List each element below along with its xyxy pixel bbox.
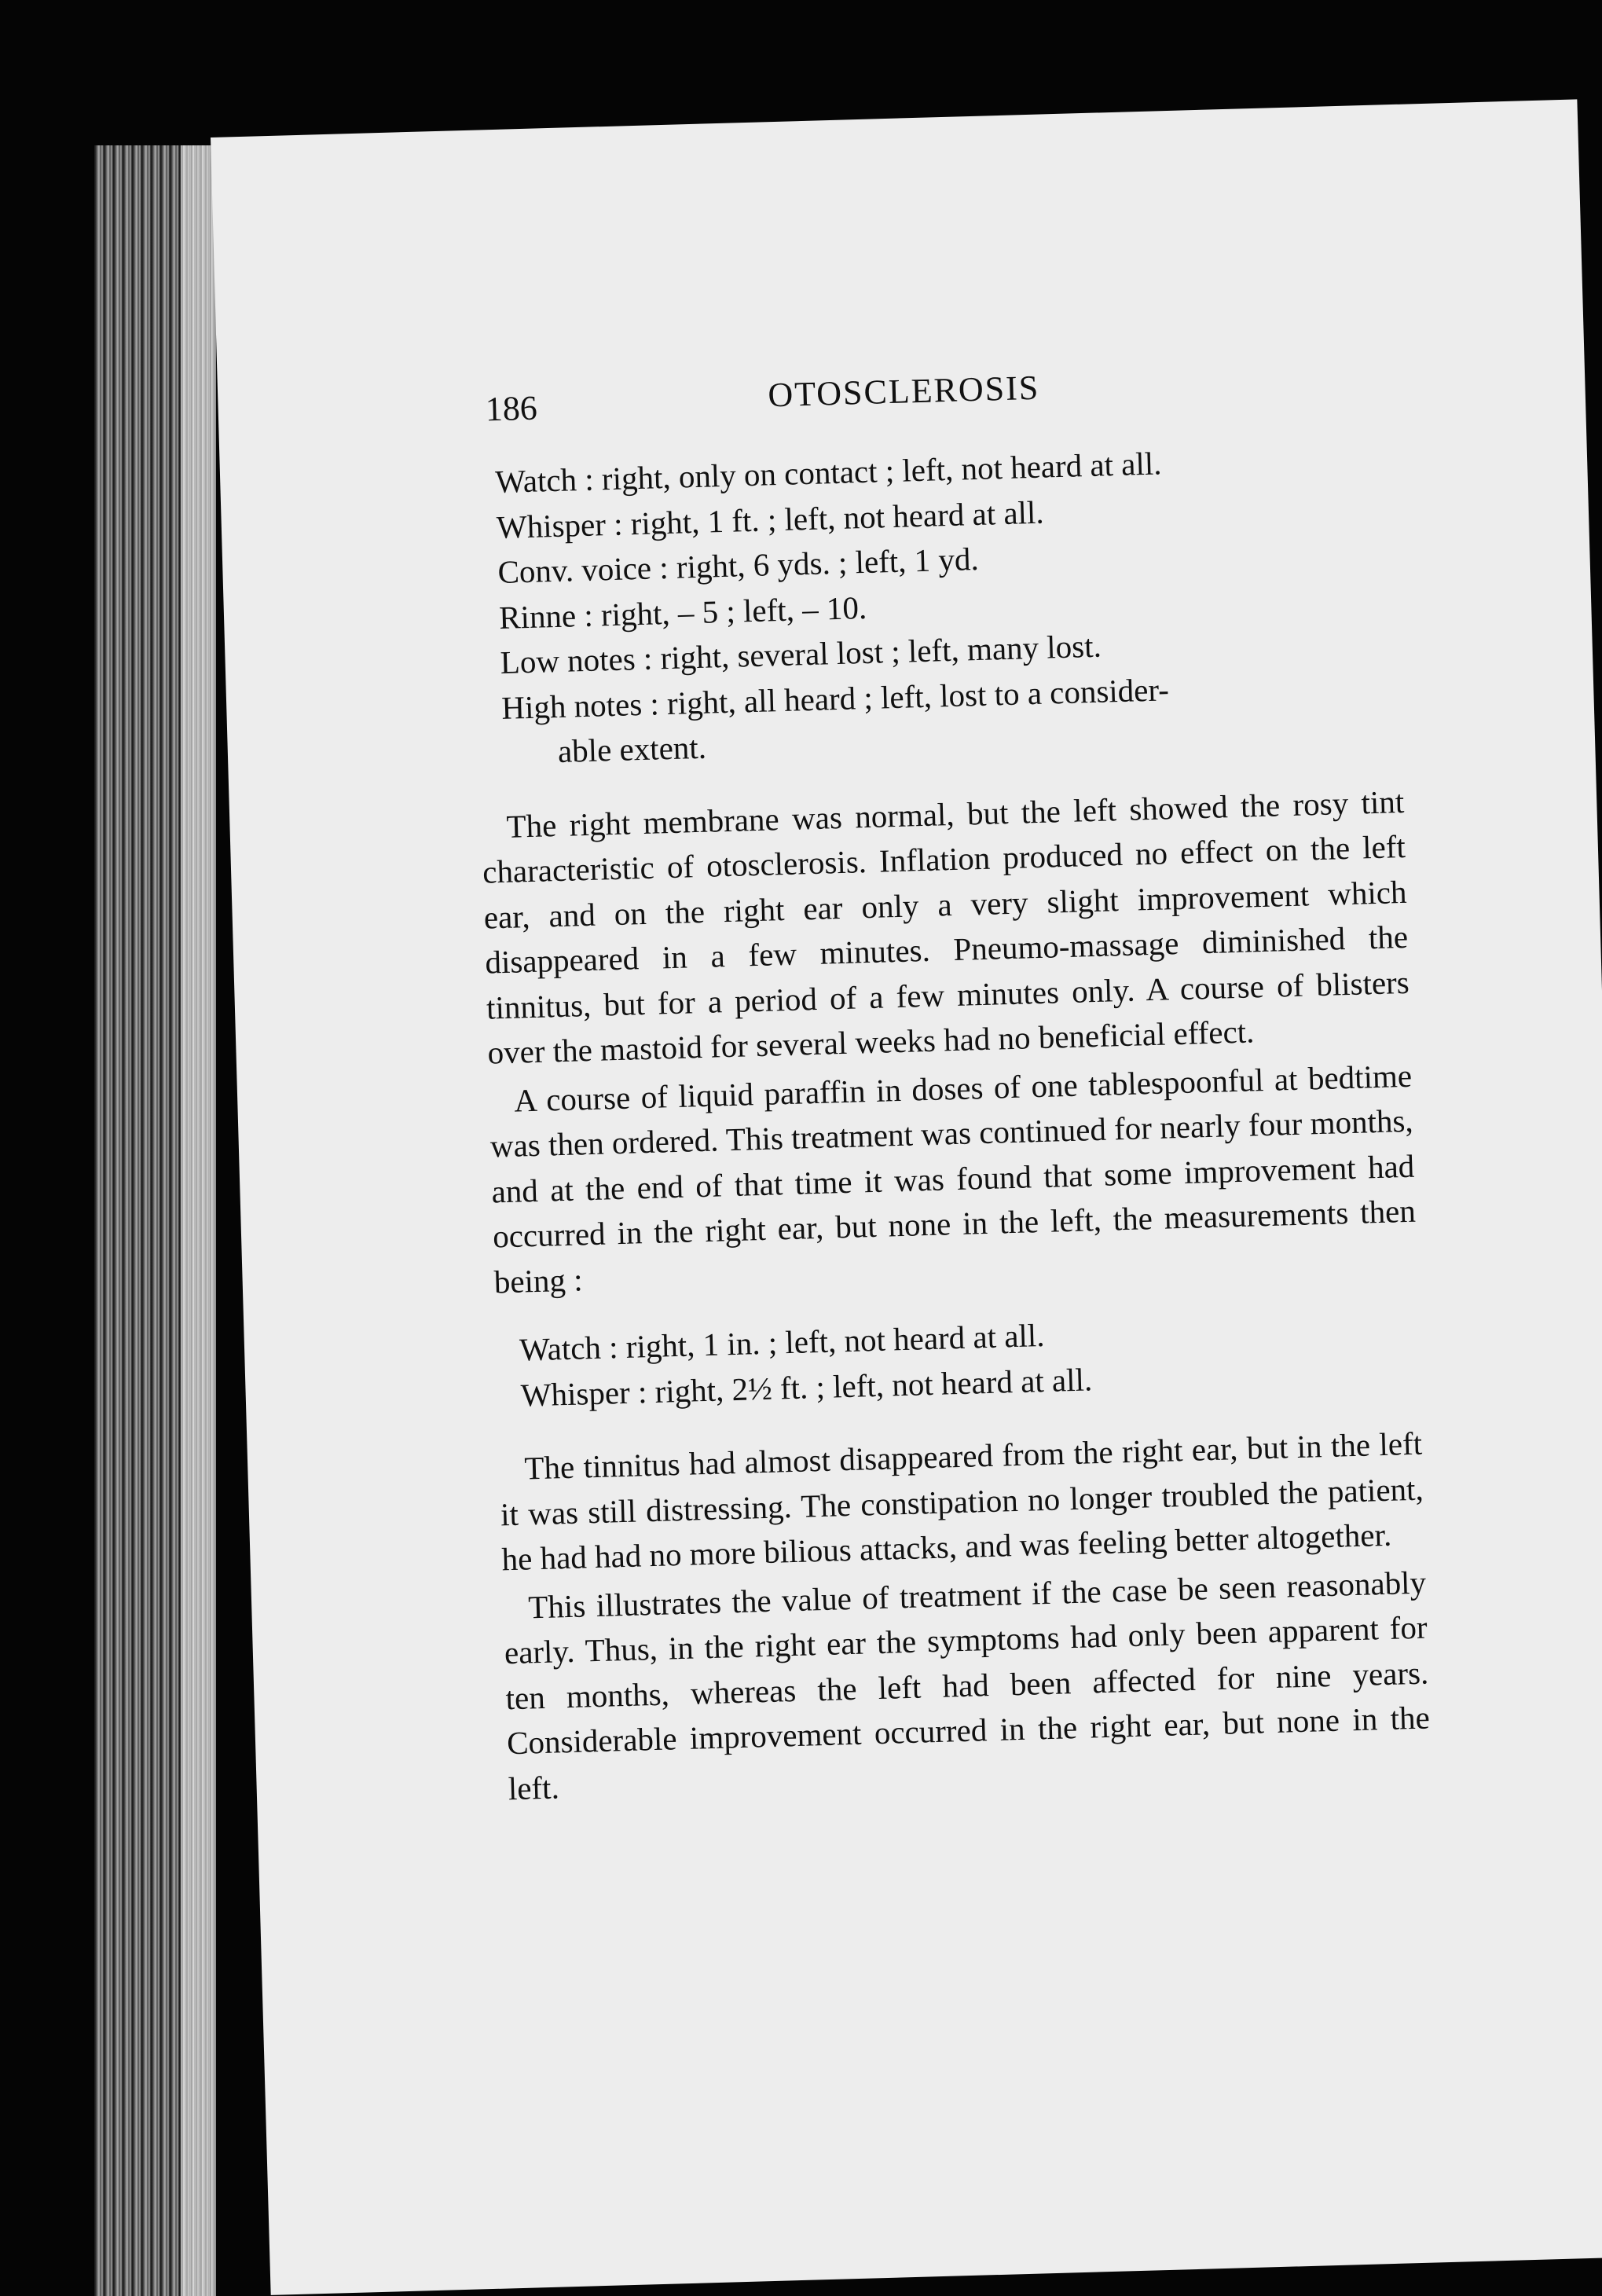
measurement-line: Conv. voice : right, 6 yds. ; left, 1 yd. (497, 540, 980, 590)
measurement-line: Whisper : right, 1 ft. ; left, not heard at all. (496, 493, 1045, 545)
measurement-line: Watch : right, 1 in. ; left, not heard at all. (519, 1316, 1046, 1368)
measurement-line: High notes : right, all heard ; left, lost to a consider- (500, 670, 1170, 726)
measurement-line: Low notes : right, several lost ; left, many lost. (500, 627, 1102, 680)
paragraph: A course of liquid paraffin in doses of one tablespoonful at bedtime was then ordered. This treatment was continued for nearly four months, and at the end of that time it was found that some improvement had occurred in the right ear, but none in the left, the measurements then being : (489, 1057, 1417, 1300)
book-page-edges-inner (181, 145, 216, 2296)
measurements-after (495, 1303, 1421, 1419)
paragraph: This illustrates the value of treatment if the case be seen reasonably early. Thus, in the right ear the symptoms had only been apparent for ten months, whereas the left had been affected for nine years. Considerable improvement occurred in the right ear, but none in the left. (504, 1564, 1431, 1806)
measurements-before (471, 435, 1403, 776)
running-title: OTOSCLEROSIS (767, 368, 1040, 415)
measurement-line-continuation: able extent. (557, 728, 707, 769)
paragraph: The tinnitus had almost disappeared from the right ear, but in the left it was still distressing. The constipation no longer troubled the patient, he had had no more bilious attacks, and was feeling better altogether. (500, 1425, 1424, 1578)
paragraph: The right membrane was normal, but the left showed the rosy tint characteristic of otosclerosis. Inflation produced no effect on the left ear, and on the right ear only a very slight improvement which disappeared in a few minutes. Pneumo-massage diminished the tinnitus, but for a period of a few minutes only. A course of blisters over the mastoid for several weeks had no beneficial effect. (482, 783, 1410, 1071)
page-body (471, 435, 1432, 1811)
measurement-line: Rinne : right, – 5 ; left, – 10. (498, 589, 867, 636)
measurement-line: Whisper : right, 2½ ft. ; left, not heard at all. (520, 1360, 1093, 1414)
book-page (211, 99, 1602, 2295)
measurement-line: Watch : right, only on contact ; left, not heard at all. (494, 445, 1163, 501)
page-number: 186 (485, 388, 538, 429)
